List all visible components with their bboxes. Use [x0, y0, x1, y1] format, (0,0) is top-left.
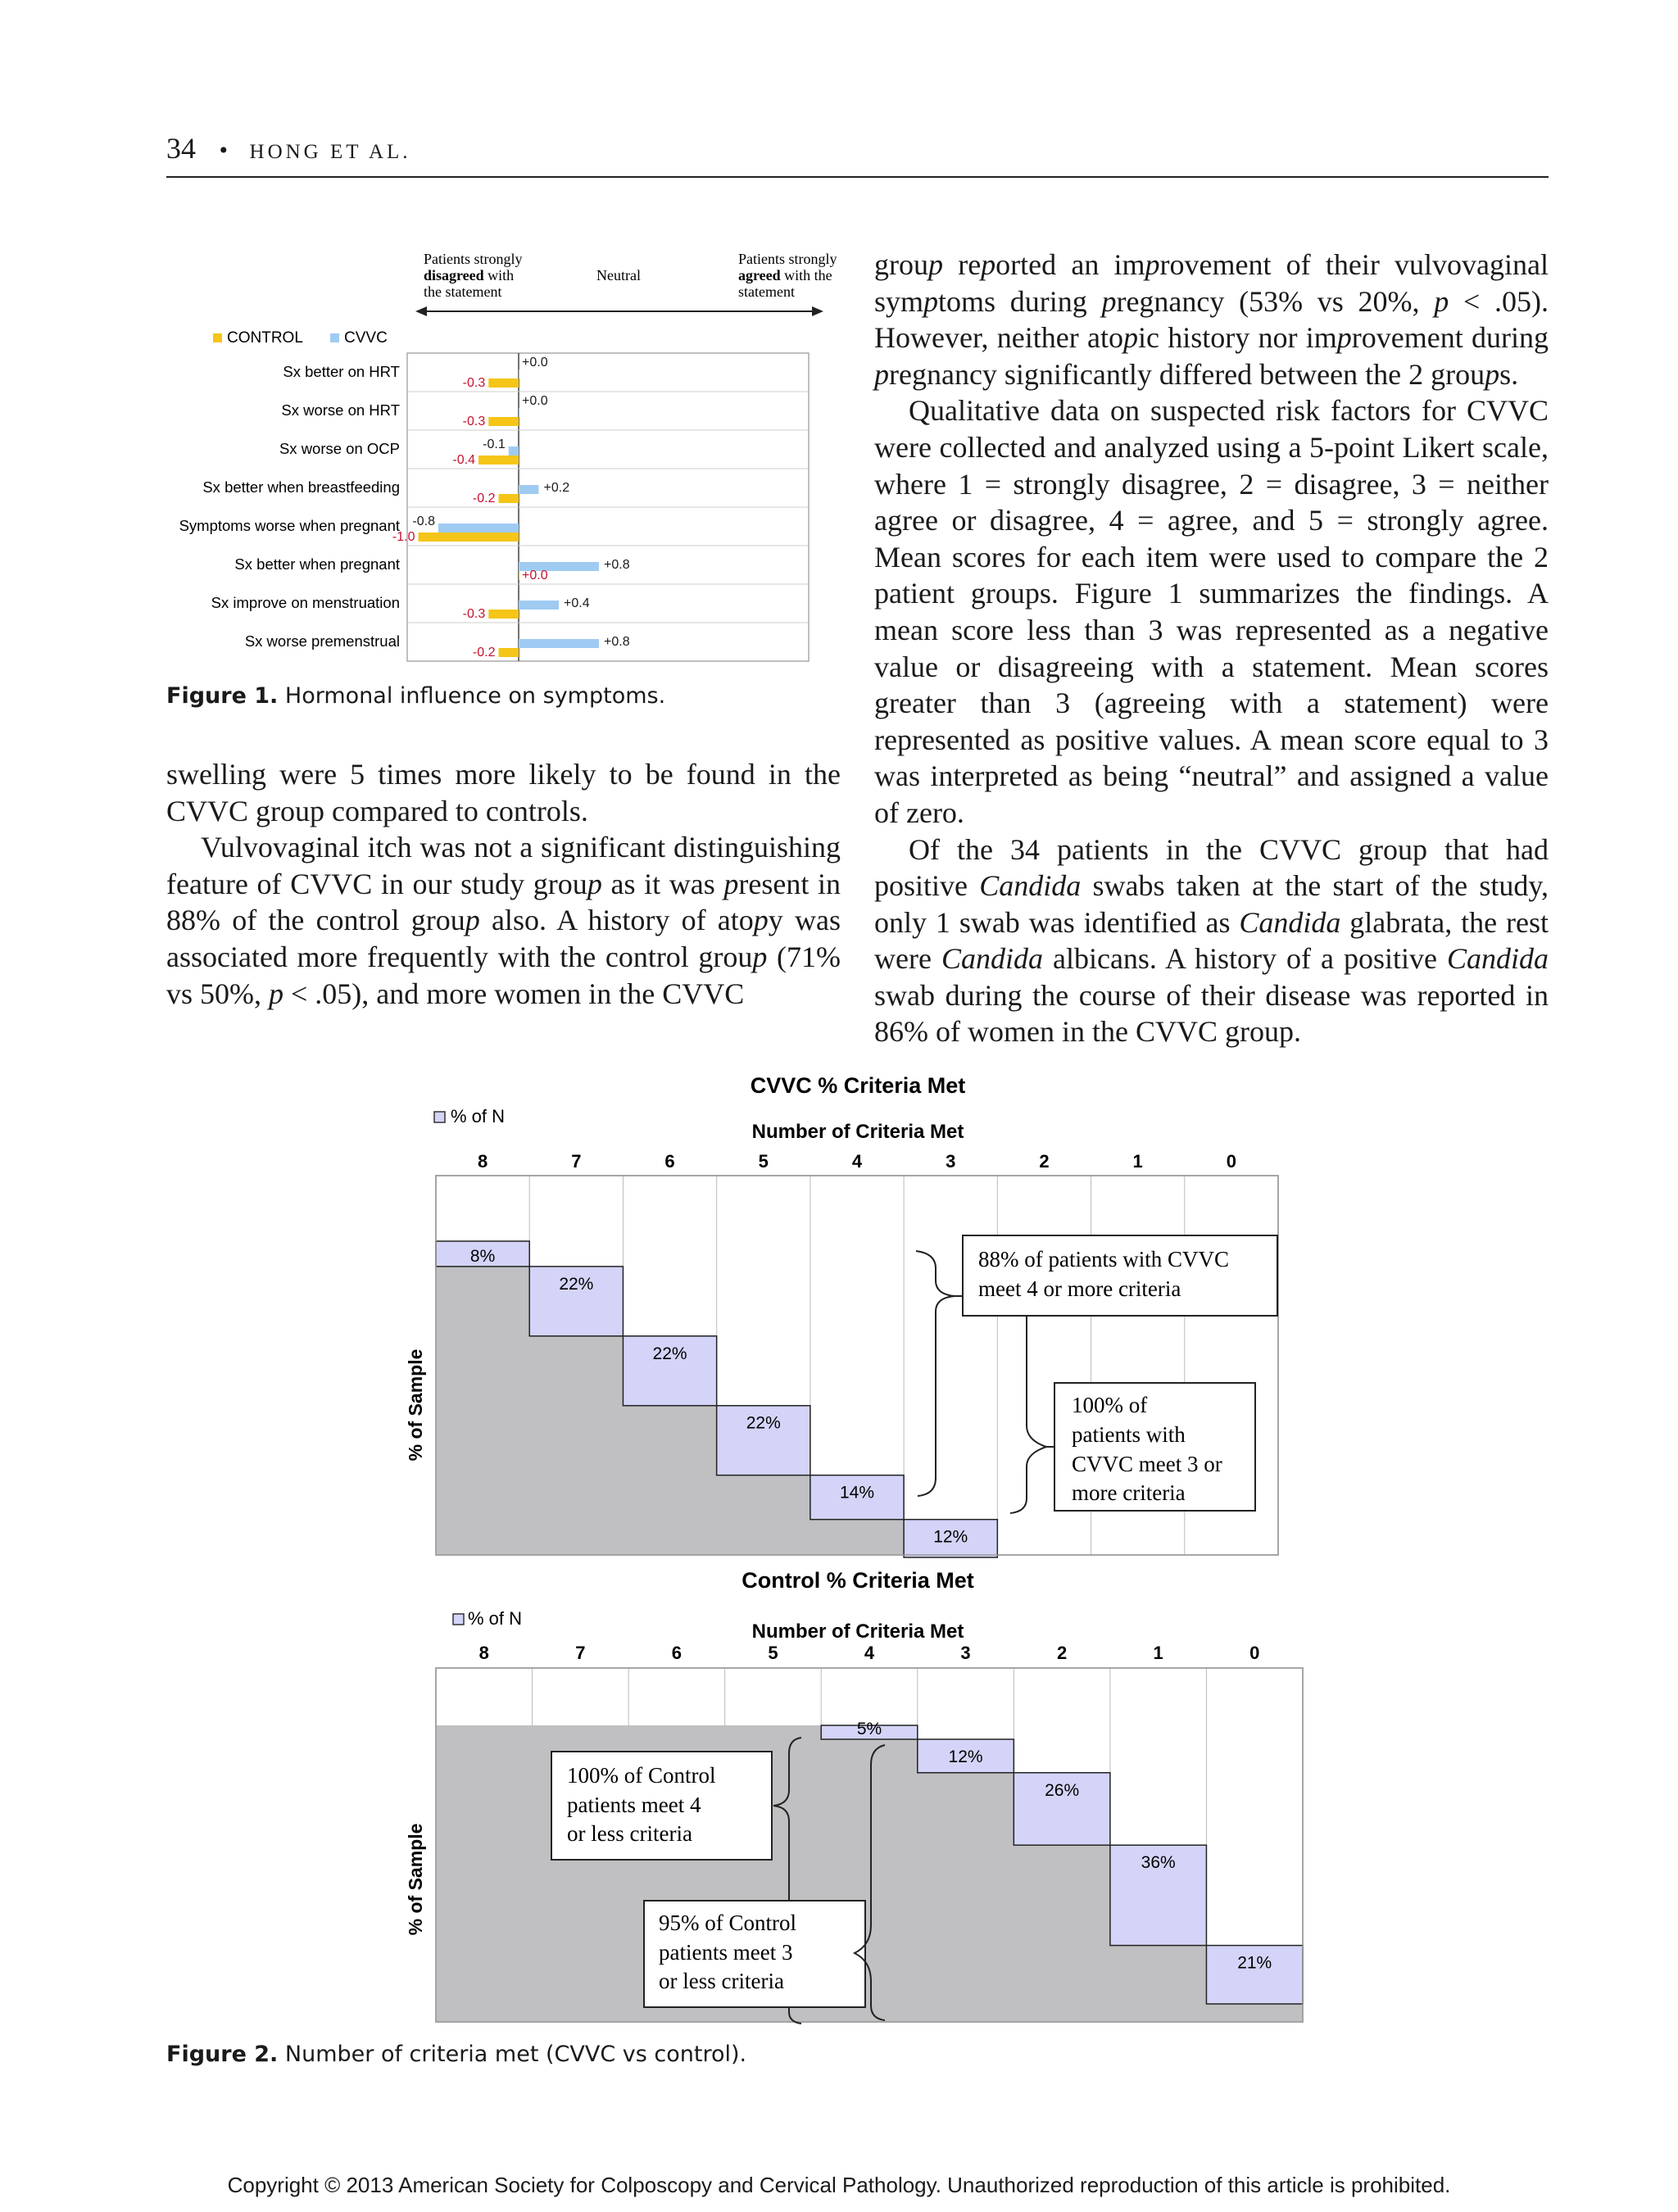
f2-bar-label: 22%: [652, 1344, 687, 1363]
left-column: [166, 756, 841, 1012]
f2-tick-label: 2: [1039, 1151, 1050, 1172]
header-bullet: •: [219, 137, 230, 164]
f2-tick-label: 5: [768, 1643, 778, 1663]
running-head: HONG ET AL.: [249, 141, 411, 163]
f1-category-label: Sx better when breastfeeding: [202, 478, 400, 496]
f1-bar-control: [419, 533, 519, 542]
f2b-annotation-1-line2: patients meet 4: [567, 1793, 701, 1817]
f1-label-cvvc: +0.2: [543, 481, 570, 495]
f2a-ylabel: % of Sample: [405, 1349, 426, 1462]
f2-bar-label: 12%: [933, 1527, 968, 1547]
f1-label-cvvc: +0.8: [604, 558, 630, 572]
f2b-annotation-2-line3: or less criteria: [659, 1969, 784, 1993]
f2-tick-label: 6: [671, 1643, 683, 1663]
right-para-2: Qualitative data on suspected risk factors for CVVC were collected and analyzed using a 5-point Likert scale, where 1 = strongly disagree, 2 = disagree, 3 = neither agree or disagree, 4 = agree, and 5 = strongly agree. Mean scores for each item were used to compare the 2 patient groups. Figure 1 summarizes the findings. A mean score less than 3 was represented as a negative value or disagreeing with a statement. Mean scores greater than 3 (agreeing with a statement) were represented as positive values. A mean score equal to 3 was interpreted as being “neutral” and assigned a value of zero.: [874, 394, 1549, 829]
f2-bar-label: 21%: [1237, 1953, 1272, 1973]
f2a-xlabel: Number of Criteria Met: [751, 1121, 964, 1143]
f1-bar-cvvc: [519, 485, 539, 494]
f2b-annotation-1-line3: or less criteria: [567, 1821, 692, 1846]
left-para-1: swelling were 5 times more likely to be found in the CVVC group compared to controls.: [166, 758, 841, 827]
f1-label-control: -0.3: [462, 607, 486, 621]
f1-bar-cvvc: [519, 639, 599, 648]
f2-tick-label: 8: [477, 1151, 488, 1172]
f2a-annotation-2-line2: patients with: [1072, 1422, 1186, 1447]
f1-bar-control: [499, 648, 519, 657]
f2-bar-label: 14%: [839, 1483, 875, 1503]
f2b-title: Control % Criteria Met: [741, 1568, 974, 1593]
f2a-annotation-1-line2: meet 4 or more criteria: [978, 1276, 1181, 1301]
f1-label-control: -0.4: [452, 453, 475, 467]
right-para-3: Of the 34 patients in the CVVC group that had positive Candida swabs taken at the start of the study, only 1 swab was identified as Candida glabrata, the rest were Candida albicans. A history of a positive Candida swab during the course of their disease was reported in 86% of women in the CVVC group.: [874, 832, 1549, 1049]
f1-bar-control: [488, 610, 519, 619]
f2-tick-label: 2: [1056, 1643, 1068, 1663]
f1-label-control: -0.3: [462, 376, 486, 390]
f2-bar-label: 5%: [856, 1720, 882, 1738]
figure2-control-chart: [385, 1563, 1311, 2035]
f2b-ticks: [479, 1643, 1260, 1663]
f1-label-cvvc: +0.4: [564, 596, 590, 610]
f2-tick-label: 6: [664, 1151, 675, 1172]
f1-legend-control: CONTROL: [227, 329, 303, 347]
f2-bar-label: 8%: [469, 1246, 496, 1266]
f1-header-disagree-1: Patients strongly: [424, 251, 523, 267]
f2a-annotation-1-line1: 88% of patients with CVVC: [978, 1247, 1229, 1271]
right-para-1: group reported an improvement of their vulvovaginal symptoms during pregnancy (53% vs 20%, p < .05). However, neither atopic history nor improvement during pregnancy significantly differed between the 2 groups.: [874, 248, 1549, 391]
f1-arrow-left-head: [415, 306, 427, 316]
f1-label-control: -0.3: [462, 415, 486, 428]
left-para-2: Vulvovaginal itch was not a significant distinguishing feature of CVVC in our study group as it was present in 88% of the control group also. A history of atopy was associated more frequently with the control group (71% vs 50%, p < .05), and more women in the CVVC: [166, 831, 841, 1010]
f2-bar-label: 12%: [948, 1747, 983, 1766]
f1-category-label: Sx better on HRT: [283, 363, 400, 380]
f1-header-disagree-3: the statement: [424, 283, 502, 300]
f1-label-control: -0.2: [472, 646, 496, 660]
f1-label-cvvc: -0.1: [483, 437, 506, 451]
page-number: 34: [166, 132, 196, 165]
f2-tick-label: 3: [946, 1151, 956, 1172]
figure1-caption: Figure 1. Hormonal influence on symptoms.: [166, 683, 666, 709]
f1-header-disagree-2: disagreed with: [424, 267, 515, 283]
figure1-chart: [160, 246, 848, 672]
f2a-annotation-2-line3: CVVC meet 3 or: [1072, 1452, 1222, 1476]
f1-legend-swatch-control: [213, 333, 222, 342]
f2a-legend: % of N: [451, 1106, 506, 1126]
f1-header-agree-3: statement: [738, 283, 795, 300]
f1-bar-control: [478, 456, 519, 465]
f1-bar-control: [488, 378, 519, 388]
f2a-annotation-2-line1: 100% of: [1072, 1393, 1148, 1417]
f2-bar-label: 22%: [746, 1413, 781, 1433]
running-header: [166, 131, 411, 165]
right-column: [874, 247, 1549, 1050]
f1-label-cvvc: +0.8: [604, 635, 630, 649]
f1-label-control: +0.0: [522, 569, 548, 582]
f1-category-label: Sx worse on HRT: [281, 401, 400, 419]
f1-legend-cvvc: CVVC: [344, 329, 388, 347]
f1-category-label: Sx better when pregnant: [234, 555, 400, 573]
f1-header-neutral: Neutral: [596, 267, 641, 283]
f2-tick-label: 3: [960, 1643, 971, 1663]
f1-category-label: Sx improve on menstruation: [211, 594, 400, 611]
f1-bar-cvvc: [438, 524, 519, 533]
f2-bar-label: 26%: [1045, 1780, 1080, 1800]
f2-tick-label: 5: [758, 1151, 769, 1172]
f2b-annotation-2-line2: patients meet 3: [659, 1940, 793, 1965]
f2b-annotation-2-line1: 95% of Control: [659, 1911, 796, 1935]
f2-tick-label: 7: [571, 1151, 582, 1172]
figure2-cvvc-chart: [385, 1073, 1311, 1565]
f1-label-control: -1.0: [392, 530, 415, 544]
f1-category-label: Symptoms worse when pregnant: [179, 517, 400, 534]
f1-rows: [179, 353, 809, 661]
f2-tick-label: 4: [851, 1151, 863, 1172]
f2b-legend-swatch: [453, 1614, 464, 1625]
copyright-footer: Copyright © 2013 American Society for Colposcopy and Cervical Pathology. Unauthorized reproduction of this article is prohibited.: [227, 2173, 1451, 2197]
f2b-ylabel: % of Sample: [405, 1823, 426, 1936]
f2-tick-label: 4: [864, 1643, 875, 1663]
f1-category-label: Sx worse premenstrual: [244, 632, 400, 650]
f2-tick-label: 0: [1226, 1151, 1237, 1172]
header-rule: [166, 176, 1549, 178]
f2b-legend: % of N: [468, 1608, 523, 1629]
f2-tick-label: 1: [1132, 1151, 1143, 1172]
f2-tick-label: 0: [1249, 1643, 1260, 1663]
f1-label-cvvc: +0.0: [522, 356, 548, 369]
f2-bar-label: 36%: [1141, 1853, 1176, 1873]
f2-bar-label: 22%: [559, 1274, 594, 1294]
f2b-xlabel: Number of Criteria Met: [751, 1620, 964, 1643]
f1-legend-swatch-cvvc: [330, 333, 339, 342]
f2-tick-label: 7: [575, 1643, 586, 1663]
f1-bar-control: [488, 417, 519, 426]
f2a-annotation-2-line4: more criteria: [1072, 1480, 1186, 1505]
figure2-caption: Figure 2. Number of criteria met (CVVC vs control).: [166, 2042, 747, 2067]
f1-arrow-right-head: [812, 306, 823, 316]
f1-label-cvvc: +0.0: [522, 394, 548, 408]
f2a-title: CVVC % Criteria Met: [750, 1073, 966, 1098]
f1-bar-control: [499, 494, 519, 503]
f1-label-cvvc: -0.8: [412, 514, 435, 528]
f1-category-label: Sx worse on OCP: [279, 440, 400, 457]
f1-bar-cvvc: [519, 601, 559, 610]
f1-header-agree-2: agreed with the: [738, 267, 832, 283]
f1-header-agree-1: Patients strongly: [738, 251, 837, 267]
f2a-legend-swatch: [434, 1112, 445, 1122]
f2-tick-label: 1: [1153, 1643, 1163, 1663]
f1-label-control: -0.2: [472, 492, 496, 505]
f2-tick-label: 8: [478, 1643, 489, 1663]
f2b-annotation-1-line1: 100% of Control: [567, 1763, 716, 1788]
f2a-ticks: [478, 1151, 1236, 1172]
f1-bar-cvvc: [509, 446, 519, 456]
